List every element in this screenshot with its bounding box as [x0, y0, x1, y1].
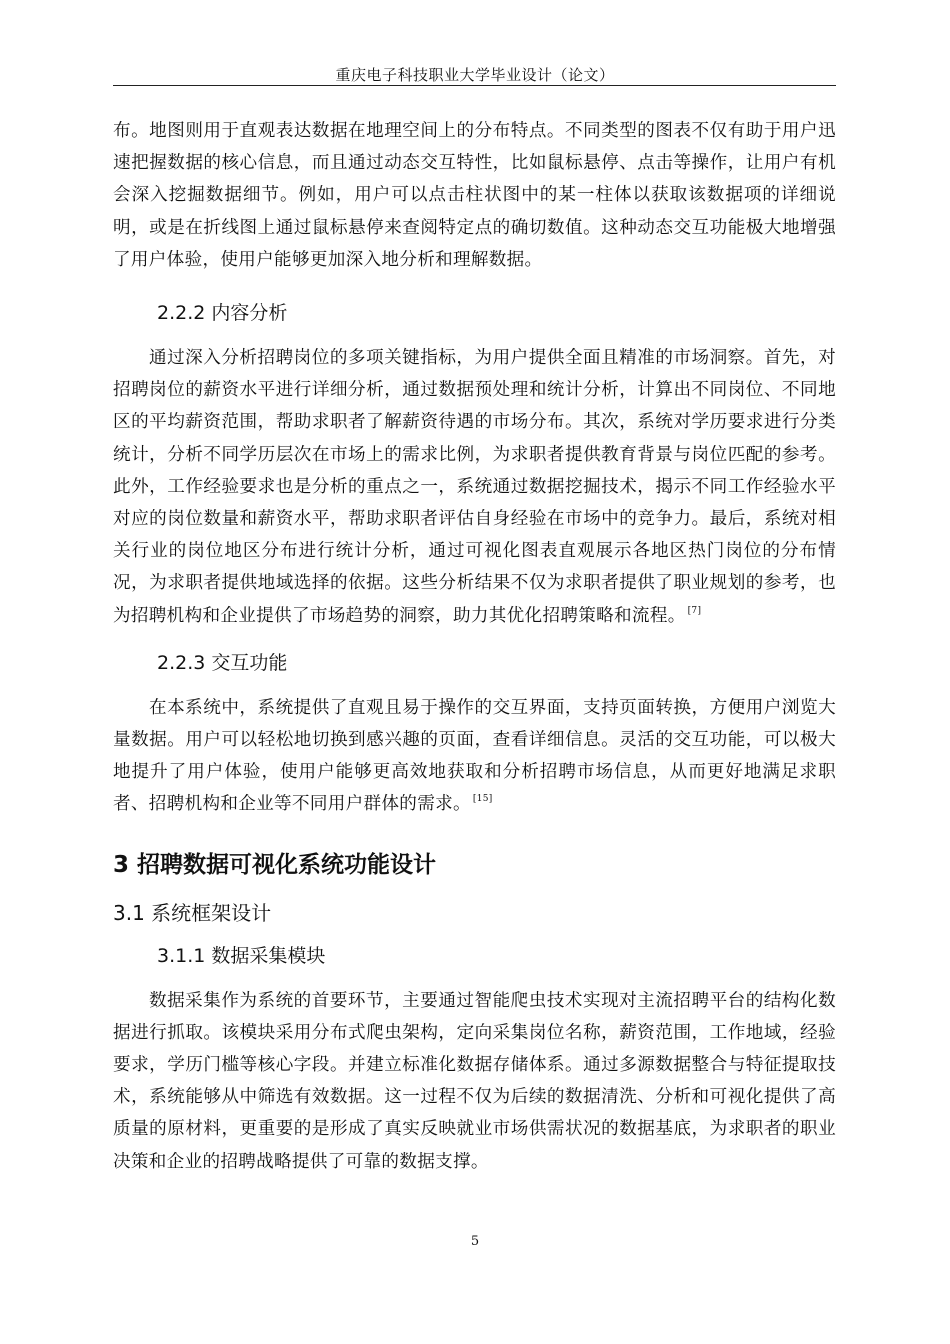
- page-header-title: 重庆电子科技职业大学毕业设计（论文）: [335, 66, 615, 84]
- citation-7: [7]: [687, 605, 702, 616]
- page-number: 5: [470, 1234, 480, 1249]
- paragraph-visualization-types: 布。地图则用于直观表达数据在地理空间上的分布特点。不同类型的图表不仅有助于用户迅速把握数据的核心信息，而且通过动态交互特性，比如鼠标悬停、点击等操作，让用户有机会深入挖掘数据细节。例如，用户可以点击柱状图中的某一柱体以获取该数据项的详细说明，或是在折线图上通过鼠标悬停来查阅特定点的确切数值。这种动态交互功能极大地增强了用户体验，使用户能够更加深入地分析和理解数据。: [113, 121, 836, 270]
- section-heading-3-1: 3.1 系统框架设计: [113, 900, 272, 925]
- chapter-heading-3: 3 招聘数据可视化系统功能设计: [113, 851, 437, 878]
- citation-15: [15]: [472, 794, 493, 805]
- section-heading-2-2-3: 2.2.3 交互功能: [157, 651, 288, 674]
- section-heading-3-1-1: 3.1.1 数据采集模块: [157, 944, 326, 967]
- header-divider: [113, 85, 836, 86]
- paragraph-interaction-text: 在本系统中，系统提供了直观且易于操作的交互界面，支持页面转换，方便用户浏览大量数据。用户可以轻松地切换到感兴趣的页面，查看详细信息。灵活的交互功能，可以极大地提升了用户体验，使用户能够更高效地获取和分析招聘市场信息，从而更好地满足求职者、招聘机构和企业等不同用户群体的需求。: [113, 697, 836, 815]
- paragraph-interaction: [113, 692, 836, 821]
- paragraph-content-analysis-text: 通过深入分析招聘岗位的多项关键指标，为用户提供全面且精准的市场洞察。首先，对招聘岗位的薪资水平进行详细分析，通过数据预处理和统计分析，计算出不同岗位、不同地区的平均薪资范围，帮助求职者了解薪资待遇的市场分布。其次，系统对学历要求进行分类统计，分析不同学历层次在市场上的需求比例，为求职者提供教育背景与岗位匹配的参考。此外，工作经验要求也是分析的重点之一，系统通过数据挖掘技术，揭示不同工作经验水平对应的岗位数量和薪资水平，帮助求职者评估自身经验在市场中的竞争力。最后，系统对相关行业的岗位地区分布进行统计分析，通过可视化图表直观展示各地区热门岗位的分布情况，为求职者提供地域选择的依据。这些分析结果不仅为求职者提供了职业规划的参考，也为招聘机构和企业提供了市场趋势的洞察，助力其优化招聘策略和流程。: [113, 348, 836, 626]
- paragraph-content-analysis: [113, 342, 836, 632]
- document-body: [113, 115, 836, 1178]
- paragraph-data-collection: 数据采集作为系统的首要环节，主要通过智能爬虫技术实现对主流招聘平台的结构化数据进行抓取。该模块采用分布式爬虫架构，定向采集岗位名称，薪资范围，工作地域，经验要求，学历门槛等核心字段。并建立标准化数据存储体系。通过多源数据整合与特征提取技术，系统能够从中筛选有效数据。这一过程不仅为后续的数据清洗、分析和可视化提供了高质量的原材料，更重要的是形成了真实反映就业市场供需状况的数据基底，为求职者的职业决策和企业的招聘战略提供了可靠的数据支撑。: [113, 990, 836, 1172]
- section-heading-2-2-2: 2.2.2 内容分析: [157, 302, 288, 325]
